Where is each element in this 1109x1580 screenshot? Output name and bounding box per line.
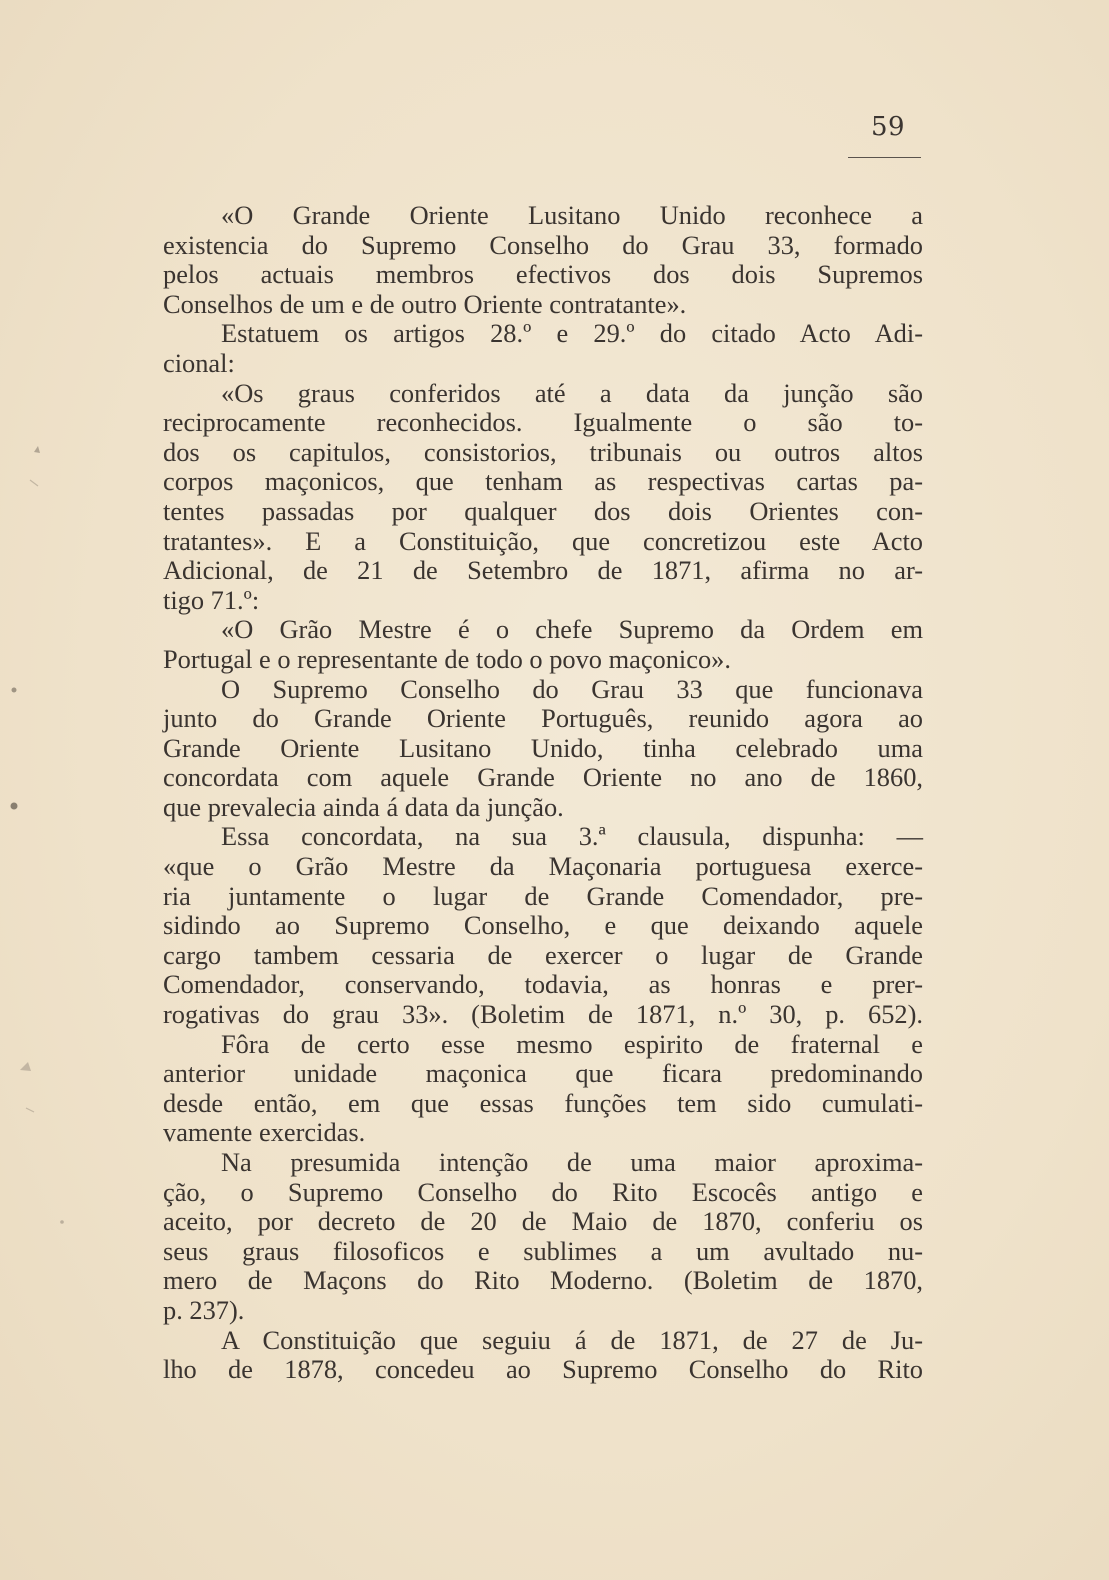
text-line: tentes passadas por qualquer dos dois Orientes con- bbox=[163, 495, 923, 526]
text-line: vamente exercidas. bbox=[163, 1117, 366, 1148]
text-line: lho de 1878, concedeu ao Supremo Conselho do Rito bbox=[163, 1354, 923, 1385]
text-line: tigo 71.º: bbox=[163, 584, 260, 615]
text-line: pelos actuais membros efectivos dos dois Supremos bbox=[163, 259, 923, 290]
text-line: reciprocamente reconhecidos. Igualmente o são to- bbox=[163, 407, 923, 438]
text-line: anterior unidade maçonica que ficara predominando bbox=[163, 1058, 923, 1089]
page-number: 59 bbox=[871, 112, 906, 142]
text-line: concordata com aquele Grande Oriente no ano de 1860, bbox=[163, 762, 923, 793]
text-line: junto do Grande Oriente Português, reunido agora ao bbox=[163, 703, 923, 734]
text-line: existencia do Supremo Conselho do Grau 33, formado bbox=[163, 229, 923, 260]
text-line: «que o Grão Mestre da Maçonaria portuguesa exerce- bbox=[163, 851, 923, 882]
text-line: tratantes». E a Constituição, que concretizou este Acto bbox=[163, 525, 923, 556]
text-line: cional: bbox=[163, 347, 235, 378]
text-line: «O Grão Mestre é o chefe Supremo da Ordem em bbox=[221, 614, 923, 645]
text-line: Grande Oriente Lusitano Unido, tinha celebrado uma bbox=[163, 732, 923, 763]
text-line: Portugal e o representante de todo o povo maçonico». bbox=[163, 643, 731, 674]
text-line: Na presumida intenção de uma maior aproxima- bbox=[221, 1147, 923, 1177]
page-edge-specks bbox=[0, 0, 80, 1580]
text-line: Estatuem os artigos 28.º e 29.º do citado Acto Adi- bbox=[221, 318, 923, 349]
text-line: Fôra de certo esse mesmo espirito de fraternal e bbox=[221, 1028, 923, 1059]
header-rule bbox=[848, 157, 921, 158]
text-line: rogativas do grau 33». (Boletim de 1871, n.º 30, p. 652). bbox=[163, 999, 923, 1030]
text-line: sidindo ao Supremo Conselho, e que deixando aquele bbox=[163, 910, 923, 941]
text-line: que prevalecia ainda á data da junção. bbox=[163, 791, 564, 822]
text-line: Conselhos de um e de outro Oriente contratante». bbox=[163, 288, 687, 319]
text-line: aceito, por decreto de 20 de Maio de 1870, conferiu os bbox=[163, 1206, 923, 1237]
text-line: corpos maçonicos, que tenham as respectivas cartas pa- bbox=[163, 466, 923, 497]
text-line: Essa concordata, na sua 3.ª clausula, dispunha: — bbox=[221, 821, 923, 852]
text-line: Comendador, conservando, todavia, as honras e prer- bbox=[163, 969, 923, 1000]
text-line: Adicional, de 21 de Setembro de 1871, afirma no ar- bbox=[163, 555, 923, 586]
text-line: p. 237). bbox=[163, 1294, 245, 1325]
text-line: seus graus filosoficos e sublimes a um avultado nu- bbox=[163, 1235, 923, 1266]
text-line: cargo tambem cessaria de exercer o lugar de Grande bbox=[163, 939, 923, 970]
text-line: A Constituição que seguiu á de 1871, de 27 de Ju- bbox=[221, 1324, 923, 1355]
text-line: «O Grande Oriente Lusitano Unido reconhece a bbox=[221, 200, 923, 230]
text-line: «Os graus conferidos até a data da junção são bbox=[221, 377, 923, 408]
text-line: mero de Maçons do Rito Moderno. (Boletim de 1870, bbox=[163, 1265, 923, 1296]
body-text bbox=[163, 201, 923, 1385]
text-line: O Supremo Conselho do Grau 33 que funcionava bbox=[221, 673, 923, 704]
text-line: ria juntamente o lugar de Grande Comendador, pre- bbox=[163, 880, 923, 911]
text-line: ção, o Supremo Conselho do Rito Escocês antigo e bbox=[163, 1176, 923, 1207]
text-line: desde então, em que essas funções tem sido cumulati- bbox=[163, 1087, 923, 1118]
text-line: dos os capitulos, consistorios, tribunais ou outros altos bbox=[163, 436, 923, 467]
